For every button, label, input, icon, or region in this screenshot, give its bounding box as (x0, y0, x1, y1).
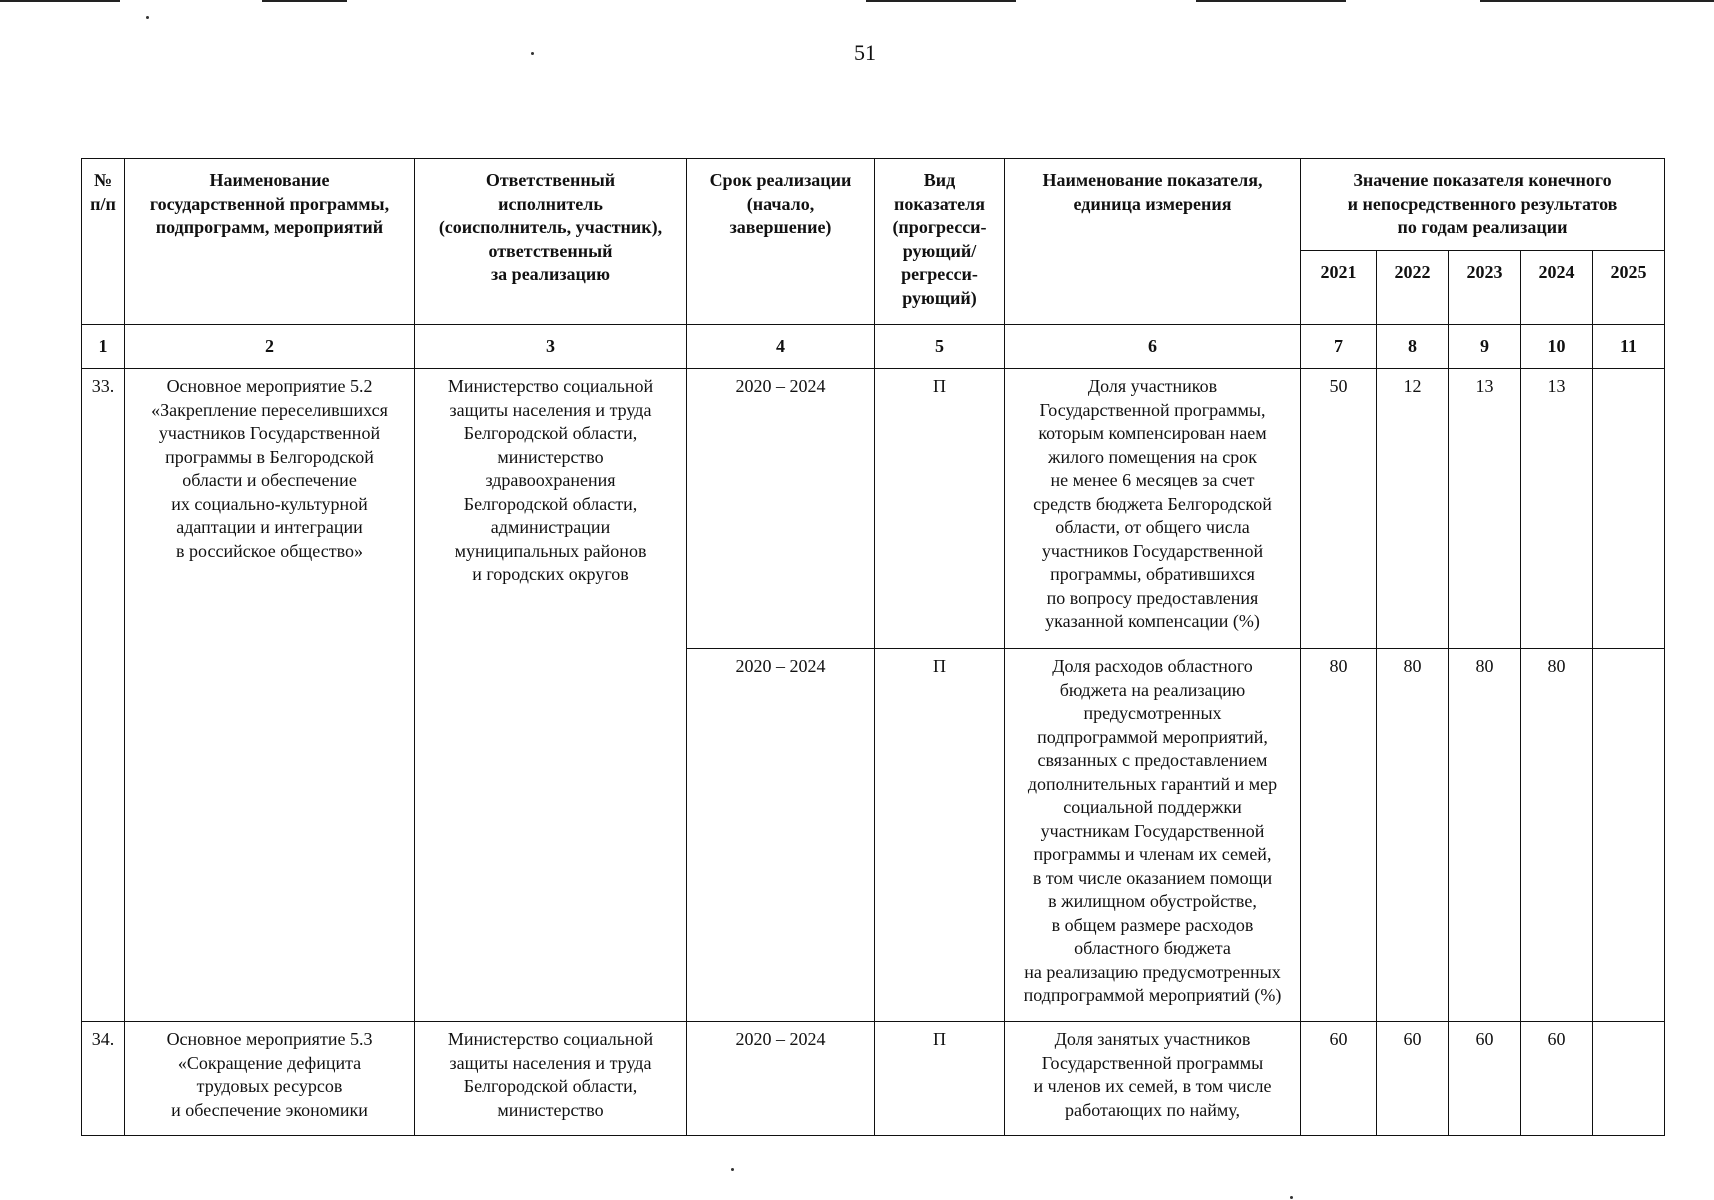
indicator-type: П (875, 1022, 1005, 1136)
column-number: 5 (875, 325, 1005, 369)
value-2023: 13 (1449, 369, 1521, 649)
column-number: 6 (1005, 325, 1301, 369)
header-year: 2025 (1593, 251, 1665, 325)
header-term: Срок реализации (начало, завершение) (687, 159, 875, 325)
header-year: 2024 (1521, 251, 1593, 325)
column-number: 10 (1521, 325, 1593, 369)
column-number: 9 (1449, 325, 1521, 369)
indicator-type: П (875, 369, 1005, 649)
scan-edge-line (1196, 0, 1346, 2)
scan-edge-line (1480, 0, 1714, 2)
column-number: 4 (687, 325, 875, 369)
indicator-type: П (875, 649, 1005, 1022)
header-indicator: Наименование показателя, единица измерения (1005, 159, 1301, 325)
header-year: 2023 (1449, 251, 1521, 325)
indicator-name: Доля участников Государственной программы, которым компенсирован наем жилого помещения на срок не менее 6 месяцев за счет средств бюджета Белгородской области, от общего числа участников Государственной программы, обратившихся по вопросу предоставления указанной компенсации (%) (1005, 369, 1301, 649)
implementation-term: 2020 – 2024 (687, 649, 875, 1022)
value-2021: 80 (1301, 649, 1377, 1022)
indicator-name: Доля занятых участников Государственной программы и членов их семей, в том числе работающих по найму, (1005, 1022, 1301, 1136)
activity-name: Основное мероприятие 5.2 «Закрепление переселившихся участников Государственной программы в Белгородской области и обеспечение их социально-культурной адаптации и интеграции в российское общество» (125, 369, 415, 1022)
scan-speck (146, 16, 149, 19)
column-number: 7 (1301, 325, 1377, 369)
value-2024: 60 (1521, 1022, 1593, 1136)
value-2025 (1593, 369, 1665, 649)
header-values: Значение показателя конечного и непосредственного результатов по годам реализации (1301, 159, 1665, 251)
page-number: 51 (854, 40, 876, 65)
indicator-table (81, 158, 1665, 1136)
column-number: 11 (1593, 325, 1665, 369)
value-2024: 13 (1521, 369, 1593, 649)
table-row (82, 369, 1665, 649)
value-2025 (1593, 1022, 1665, 1136)
scan-edge-line (0, 0, 120, 2)
header-name: Наименование государственной программы, подпрограмм, мероприятий (125, 159, 415, 325)
scan-edge-line (866, 0, 1016, 2)
value-2023: 60 (1449, 1022, 1521, 1136)
indicator-name: Доля расходов областного бюджета на реализацию предусмотренных подпрограммой мероприятий, связанных с предоставлением дополнительных гарантий и мер социальной поддержки участникам Государственной программы и членам их семей, в том числе оказанием помощи в жилищном обустройстве, в общем размере расходов областного бюджета на реализацию предусмотренных подпрограммой мероприятий (%) (1005, 649, 1301, 1022)
header-year: 2021 (1301, 251, 1377, 325)
value-2025 (1593, 649, 1665, 1022)
value-2022: 80 (1377, 649, 1449, 1022)
value-2021: 60 (1301, 1022, 1377, 1136)
scan-edge-line (262, 0, 347, 2)
scan-speck (731, 1168, 734, 1171)
implementation-term: 2020 – 2024 (687, 369, 875, 649)
responsible-executor: Министерство социальной защиты населения и труда Белгородской области, министерство (415, 1022, 687, 1136)
column-number: 8 (1377, 325, 1449, 369)
row-number: 34. (82, 1022, 125, 1136)
column-number: 2 (125, 325, 415, 369)
header-num: № п/п (82, 159, 125, 325)
table-row (82, 1022, 1665, 1136)
value-2021: 50 (1301, 369, 1377, 649)
header-year: 2022 (1377, 251, 1449, 325)
column-number: 1 (82, 325, 125, 369)
header-type: Вид показателя (прогресси- рующий/ регресси- рующий) (875, 159, 1005, 325)
activity-name: Основное мероприятие 5.3 «Сокращение дефицита трудовых ресурсов и обеспечение экономики (125, 1022, 415, 1136)
column-number-row (82, 325, 1665, 369)
column-number: 3 (415, 325, 687, 369)
value-2024: 80 (1521, 649, 1593, 1022)
implementation-term: 2020 – 2024 (687, 1022, 875, 1136)
scan-speck (1290, 1196, 1293, 1199)
value-2022: 12 (1377, 369, 1449, 649)
row-number: 33. (82, 369, 125, 1022)
value-2022: 60 (1377, 1022, 1449, 1136)
value-2023: 80 (1449, 649, 1521, 1022)
table-header-row (82, 159, 1665, 251)
responsible-executor: Министерство социальной защиты населения и труда Белгородской области, министерство здравоохранения Белгородской области, администрации муниципальных районов и городских округов (415, 369, 687, 1022)
header-executor: Ответственный исполнитель (соисполнитель, участник), ответственный за реализацию (415, 159, 687, 325)
